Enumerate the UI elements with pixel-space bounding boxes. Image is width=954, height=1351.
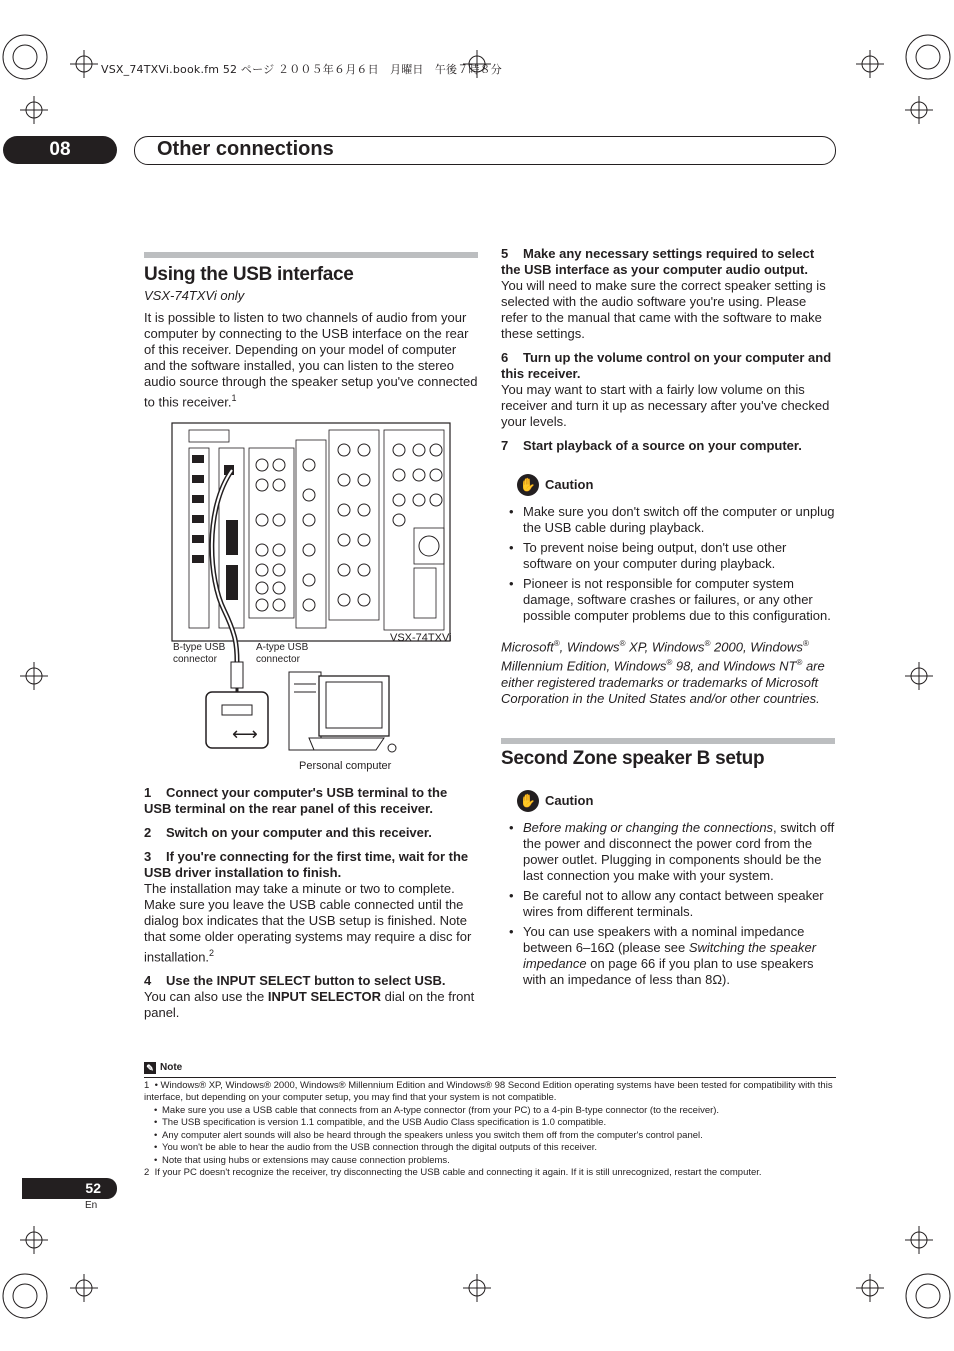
svg-text:⟷: ⟷ xyxy=(232,724,258,745)
atype-connector-label: A-type USB connector xyxy=(256,642,309,665)
footnote-ref-2: 2 xyxy=(209,948,215,958)
step-3: 3 If you're connecting for the first time, wait for the USB driver installation to finish. xyxy=(144,849,469,880)
zone-section xyxy=(501,738,835,992)
caution-item: • Before making or changing the connections, switch off the power and disconnect the power cord from the power outlet. Plugging in components should be the last connection you make with your system. xyxy=(501,820,835,884)
caution-item: • Pioneer is not responsible for computer system damage, software crashes or failures, or any other possible computer problems due to this configuration. xyxy=(501,576,835,624)
caution-hand-icon: ✋ xyxy=(517,474,539,496)
caution-item: • Be careful not to allow any contact between speaker wires from different terminals. xyxy=(501,888,835,920)
page-number: 52 xyxy=(22,1178,117,1199)
print-header: VSX_74TXVi.book.fm 52 ページ ２００５年６月６日 月曜日 午後７時８分 xyxy=(101,63,502,76)
usb-caution-list xyxy=(501,504,835,624)
figure-model-label: VSX-74TXVi xyxy=(390,632,452,644)
page-language: En xyxy=(85,1200,98,1211)
usb-model-note: VSX-74TXVi only xyxy=(144,288,245,303)
footnote-2: 2 If your PC doesn't recognize the receiver, try disconnecting the USB cable and connecting it again. If it is still unrecognized, restart the computer. xyxy=(144,1167,762,1178)
footnote-bullet: • The USB specification is version 1.1 compatible, and the USB Audio Class specification is 1.0 compatible. xyxy=(152,1117,836,1130)
step-6-body: You may want to start with a fairly low volume on this receiver and turn it up as necessary after you've checked your levels. xyxy=(501,382,830,429)
step-5-body: You will need to make sure the correct speaker setting is selected with the audio software you're using. Please refer to the manual that came with the software to make these settings. xyxy=(501,278,826,341)
step-4: 4 Use the INPUT SELECT button to select USB. xyxy=(144,973,446,989)
footnote-1: 1 • Windows® XP, Windows® 2000, Windows® Millennium Edition and Windows® 98 Second Edition operating systems have been tested for compatibility with this interface, but depending on your computer setup, you may find that your system is not compatible. xyxy=(144,1079,833,1103)
caution-item: • You can use speakers with a nominal impedance between 6–16Ω (please see Switching the speaker impedance on page 66 if you plan to use speakers with an impedance of less than 8Ω). xyxy=(501,924,835,988)
footnote-bullet: • Note that using hubs or extensions may cause connection problems. xyxy=(152,1155,836,1168)
step-2: 2 Switch on your computer and this receiver. xyxy=(144,825,432,840)
step-7: 7 Start playback of a source on your computer. xyxy=(501,438,802,453)
footnote-1-bullets xyxy=(152,1105,836,1168)
step-6: 6 Turn up the volume control on your computer and this receiver. xyxy=(501,350,832,381)
chapter-title: Other connections xyxy=(157,138,334,160)
receiver-rear-panel-diagram xyxy=(144,420,478,775)
footnote-bullet: • Make sure you use a USB cable that connects from an A-type connector (from your PC) to a 4-pin B-type connector (to the receiver). xyxy=(152,1105,836,1118)
step-3-body: The installation may take a minute or two to complete. Make sure you leave the USB cable connected until the dialog box indicates that the USB setup is finished. Note that some older operating systems may require a disc for installation.$^2$ xyxy=(144,881,472,965)
trademark-notice: Microsoft®, Windows® XP, Windows® 2000, Windows® Millennium Edition, Windows® 98, and Windows NT® are either registered trademarks or trademarks of Microsoft Corporation in the United States and/or other countries. xyxy=(501,639,825,706)
btype-connector-label: B-type USB connector xyxy=(173,642,226,665)
usb-heading: Using the USB interface xyxy=(144,264,354,285)
step-5: 5 Make any necessary settings required to select the USB interface as your computer audio output. xyxy=(501,246,815,277)
left-steps xyxy=(144,785,478,1021)
footnote-ref-1: 1 xyxy=(231,393,237,403)
usb-intro: It is possible to listen to two channels of audio from your computer by connecting to the USB interface on the rear of this receiver. Depending on your model of computer and the software installed, you can listen to the stereo audio source through the speaker setup you've connected to this receiver.$^1$ xyxy=(144,310,478,410)
usb-connection-figure xyxy=(144,420,478,775)
note-heading: ✎ Note xyxy=(144,1062,836,1075)
usb-caution-heading: ✋ Caution xyxy=(517,474,835,496)
zone-caution-heading: ✋ Caution xyxy=(517,790,835,812)
zone-caution-list xyxy=(501,820,835,988)
footnotes xyxy=(144,1062,836,1180)
personal-computer-label: Personal computer xyxy=(299,760,392,772)
right-column xyxy=(501,246,835,707)
step-4-body: You can also use the INPUT SELECTOR dial on the front panel. xyxy=(144,989,475,1021)
caution-item: • Make sure you don't switch off the computer or unplug the USB cable during playback. xyxy=(501,504,835,536)
caution-item: • To prevent noise being output, don't use other software on your computer during playback. xyxy=(501,540,835,572)
step-1: 1 Connect your computer's USB terminal to the USB terminal on the rear panel of this receiver. xyxy=(144,785,448,816)
note-pencil-icon: ✎ xyxy=(144,1062,156,1074)
note-body xyxy=(144,1077,836,1180)
chapter-number: 08 xyxy=(3,136,117,164)
footnote-bullet: • You won't be able to hear the audio from the USB connection through the digital outputs of this receiver. xyxy=(152,1142,836,1155)
footnote-bullet: • Any computer alert sounds will also be heard through the speakers unless you switch them off from the computer's control panel. xyxy=(152,1130,836,1143)
section-rule xyxy=(501,738,835,744)
caution-hand-icon: ✋ xyxy=(517,790,539,812)
zone-heading: Second Zone speaker B setup xyxy=(501,748,765,769)
section-rule xyxy=(144,252,478,258)
left-column xyxy=(144,252,478,410)
